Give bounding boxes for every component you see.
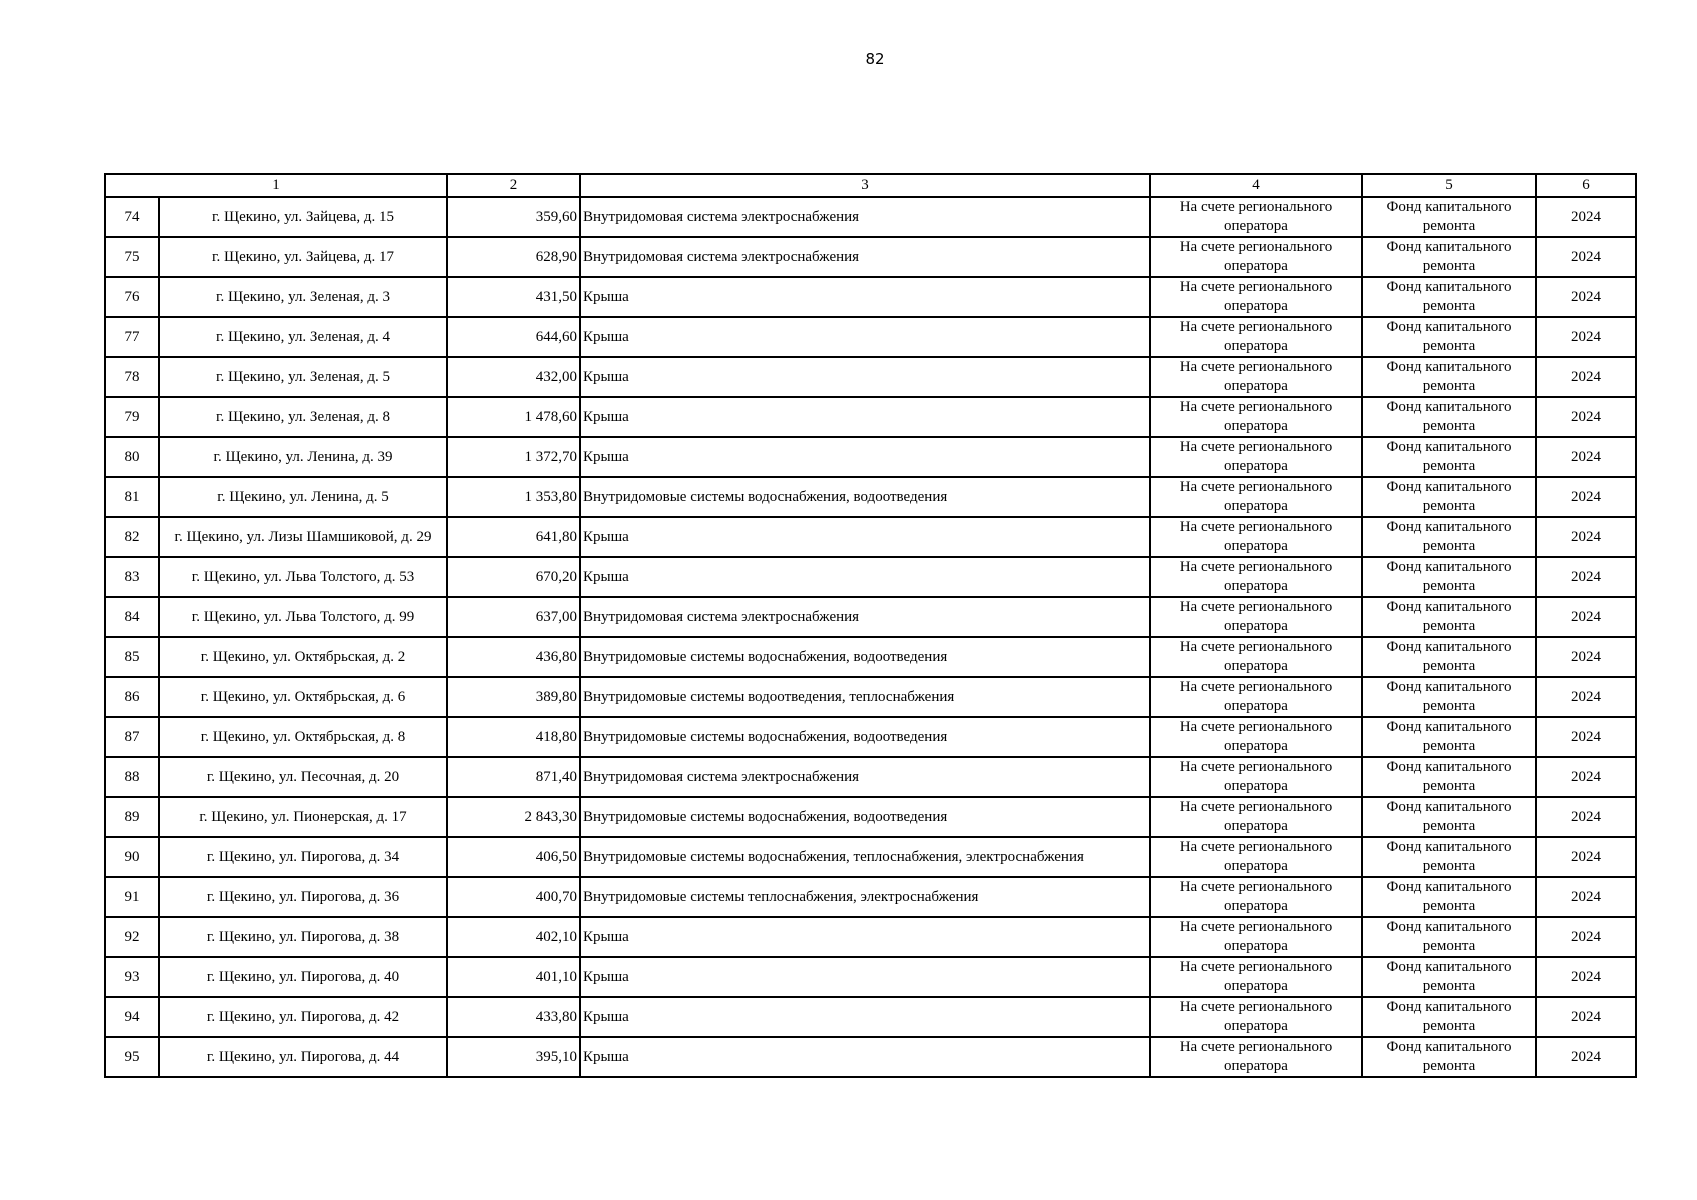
row-funding-source: На счете регионального оператора: [1150, 917, 1362, 957]
row-fund: Фонд капитального ремонта: [1362, 357, 1536, 397]
page-number: 82: [865, 50, 885, 68]
row-funding-source: На счете регионального оператора: [1150, 877, 1362, 917]
row-work-type: Крыша: [580, 917, 1150, 957]
row-funding-source: На счете регионального оператора: [1150, 197, 1362, 237]
row-area: 401,10: [447, 957, 580, 997]
row-address: г. Щекино, ул. Пирогова, д. 40: [159, 957, 447, 997]
row-year: 2024: [1536, 397, 1636, 437]
row-address: г. Щекино, ул. Ленина, д. 5: [159, 477, 447, 517]
row-year: 2024: [1536, 197, 1636, 237]
row-number: 80: [105, 437, 159, 477]
row-address: г. Щекино, ул. Лизы Шамшиковой, д. 29: [159, 517, 447, 557]
row-area: 431,50: [447, 277, 580, 317]
row-funding-source: На счете регионального оператора: [1150, 317, 1362, 357]
row-work-type: Внутридомовые системы водоснабжения, водоотведения: [580, 637, 1150, 677]
table-row: [105, 877, 1636, 917]
row-number: 75: [105, 237, 159, 277]
row-address: г. Щекино, ул. Октябрьская, д. 2: [159, 637, 447, 677]
row-funding-source: На счете регионального оператора: [1150, 677, 1362, 717]
row-year: 2024: [1536, 357, 1636, 397]
row-funding-source: На счете регионального оператора: [1150, 837, 1362, 877]
row-year: 2024: [1536, 437, 1636, 477]
row-area: 871,40: [447, 757, 580, 797]
row-address: г. Щекино, ул. Пирогова, д. 36: [159, 877, 447, 917]
row-number: 89: [105, 797, 159, 837]
row-work-type: Внутридомовая система электроснабжения: [580, 197, 1150, 237]
table-row: [105, 197, 1636, 237]
table-row: [105, 677, 1636, 717]
row-area: 359,60: [447, 197, 580, 237]
row-fund: Фонд капитального ремонта: [1362, 477, 1536, 517]
row-year: 2024: [1536, 277, 1636, 317]
row-funding-source: На счете регионального оператора: [1150, 757, 1362, 797]
row-number: 86: [105, 677, 159, 717]
table-row: [105, 477, 1636, 517]
column-number-row: [105, 174, 1636, 197]
column-number-4: 4: [1150, 174, 1362, 197]
table-row: [105, 557, 1636, 597]
row-address: г. Щекино, ул. Октябрьская, д. 8: [159, 717, 447, 757]
row-fund: Фонд капитального ремонта: [1362, 317, 1536, 357]
row-year: 2024: [1536, 477, 1636, 517]
row-work-type: Внутридомовые системы водоснабжения, водоотведения: [580, 717, 1150, 757]
row-number: 76: [105, 277, 159, 317]
row-number: 92: [105, 917, 159, 957]
row-fund: Фонд капитального ремонта: [1362, 997, 1536, 1037]
row-work-type: Внутридомовая система электроснабжения: [580, 757, 1150, 797]
table-row: [105, 837, 1636, 877]
row-address: г. Щекино, ул. Зайцева, д. 15: [159, 197, 447, 237]
row-fund: Фонд капитального ремонта: [1362, 197, 1536, 237]
row-year: 2024: [1536, 637, 1636, 677]
row-fund: Фонд капитального ремонта: [1362, 517, 1536, 557]
row-fund: Фонд капитального ремонта: [1362, 277, 1536, 317]
table-row: [105, 437, 1636, 477]
table-row: [105, 797, 1636, 837]
table-row: [105, 717, 1636, 757]
row-work-type: Внутридомовая система электроснабжения: [580, 597, 1150, 637]
row-funding-source: На счете регионального оператора: [1150, 957, 1362, 997]
row-fund: Фонд капитального ремонта: [1362, 677, 1536, 717]
column-number-6: 6: [1536, 174, 1636, 197]
row-number: 87: [105, 717, 159, 757]
row-fund: Фонд капитального ремонта: [1362, 837, 1536, 877]
row-funding-source: На счете регионального оператора: [1150, 597, 1362, 637]
row-year: 2024: [1536, 1037, 1636, 1077]
row-year: 2024: [1536, 757, 1636, 797]
table-row: [105, 517, 1636, 557]
row-area: 1 372,70: [447, 437, 580, 477]
row-address: г. Щекино, ул. Зеленая, д. 8: [159, 397, 447, 437]
row-fund: Фонд капитального ремонта: [1362, 637, 1536, 677]
table-row: [105, 237, 1636, 277]
row-fund: Фонд капитального ремонта: [1362, 717, 1536, 757]
column-number-3: 3: [580, 174, 1150, 197]
row-work-type: Крыша: [580, 517, 1150, 557]
row-funding-source: На счете регионального оператора: [1150, 517, 1362, 557]
table-row: [105, 957, 1636, 997]
row-funding-source: На счете регионального оператора: [1150, 797, 1362, 837]
table-row: [105, 997, 1636, 1037]
table-row: [105, 1037, 1636, 1077]
row-work-type: Внутридомовая система электроснабжения: [580, 237, 1150, 277]
row-fund: Фонд капитального ремонта: [1362, 437, 1536, 477]
row-fund: Фонд капитального ремонта: [1362, 237, 1536, 277]
row-year: 2024: [1536, 917, 1636, 957]
row-work-type: Крыша: [580, 397, 1150, 437]
row-work-type: Крыша: [580, 437, 1150, 477]
table-row: [105, 277, 1636, 317]
table-row: [105, 397, 1636, 437]
row-address: г. Щекино, ул. Зеленая, д. 3: [159, 277, 447, 317]
row-area: 436,80: [447, 637, 580, 677]
row-work-type: Крыша: [580, 357, 1150, 397]
row-work-type: Крыша: [580, 1037, 1150, 1077]
row-area: 644,60: [447, 317, 580, 357]
row-fund: Фонд капитального ремонта: [1362, 797, 1536, 837]
row-year: 2024: [1536, 237, 1636, 277]
row-area: 395,10: [447, 1037, 580, 1077]
row-area: 670,20: [447, 557, 580, 597]
row-work-type: Внутридомовые системы водоснабжения, водоотведения: [580, 797, 1150, 837]
row-area: 432,00: [447, 357, 580, 397]
table-row: [105, 637, 1636, 677]
row-year: 2024: [1536, 877, 1636, 917]
row-fund: Фонд капитального ремонта: [1362, 397, 1536, 437]
row-work-type: Внутридомовые системы водоснабжения, водоотведения: [580, 477, 1150, 517]
row-number: 94: [105, 997, 159, 1037]
row-number: 93: [105, 957, 159, 997]
row-address: г. Щекино, ул. Зеленая, д. 5: [159, 357, 447, 397]
row-fund: Фонд капитального ремонта: [1362, 557, 1536, 597]
row-funding-source: На счете регионального оператора: [1150, 477, 1362, 517]
row-funding-source: На счете регионального оператора: [1150, 637, 1362, 677]
column-number-2: 2: [447, 174, 580, 197]
row-area: 418,80: [447, 717, 580, 757]
row-year: 2024: [1536, 997, 1636, 1037]
row-funding-source: На счете регионального оператора: [1150, 1037, 1362, 1077]
row-funding-source: На счете регионального оператора: [1150, 397, 1362, 437]
row-area: 628,90: [447, 237, 580, 277]
row-number: 79: [105, 397, 159, 437]
row-area: 402,10: [447, 917, 580, 957]
row-area: 1 353,80: [447, 477, 580, 517]
row-fund: Фонд капитального ремонта: [1362, 1037, 1536, 1077]
capital-repair-table: [104, 173, 1637, 1078]
row-number: 74: [105, 197, 159, 237]
row-year: 2024: [1536, 517, 1636, 557]
row-work-type: Внутридомовые системы теплоснабжения, электроснабжения: [580, 877, 1150, 917]
row-address: г. Щекино, ул. Зеленая, д. 4: [159, 317, 447, 357]
row-area: 406,50: [447, 837, 580, 877]
row-area: 400,70: [447, 877, 580, 917]
row-fund: Фонд капитального ремонта: [1362, 757, 1536, 797]
row-work-type: Крыша: [580, 557, 1150, 597]
row-funding-source: На счете регионального оператора: [1150, 717, 1362, 757]
table-row: [105, 317, 1636, 357]
column-number-5: 5: [1362, 174, 1536, 197]
row-address: г. Щекино, ул. Льва Толстого, д. 99: [159, 597, 447, 637]
row-work-type: Внутридомовые системы водоснабжения, теплоснабжения, электроснабжения: [580, 837, 1150, 877]
row-year: 2024: [1536, 677, 1636, 717]
row-address: г. Щекино, ул. Пионерская, д. 17: [159, 797, 447, 837]
row-number: 95: [105, 1037, 159, 1077]
column-number-1: 1: [105, 174, 447, 197]
row-address: г. Щекино, ул. Пирогова, д. 44: [159, 1037, 447, 1077]
row-address: г. Щекино, ул. Пирогова, д. 38: [159, 917, 447, 957]
row-address: г. Щекино, ул. Льва Толстого, д. 53: [159, 557, 447, 597]
row-address: г. Щекино, ул. Октябрьская, д. 6: [159, 677, 447, 717]
table-body: [105, 197, 1636, 1077]
table-row: [105, 357, 1636, 397]
row-area: 2 843,30: [447, 797, 580, 837]
row-fund: Фонд капитального ремонта: [1362, 957, 1536, 997]
row-year: 2024: [1536, 597, 1636, 637]
table-row: [105, 597, 1636, 637]
row-number: 77: [105, 317, 159, 357]
row-year: 2024: [1536, 557, 1636, 597]
row-fund: Фонд капитального ремонта: [1362, 917, 1536, 957]
row-area: 641,80: [447, 517, 580, 557]
row-funding-source: На счете регионального оператора: [1150, 437, 1362, 477]
row-funding-source: На счете регионального оператора: [1150, 237, 1362, 277]
row-address: г. Щекино, ул. Пирогова, д. 42: [159, 997, 447, 1037]
row-number: 85: [105, 637, 159, 677]
table-row: [105, 757, 1636, 797]
row-number: 90: [105, 837, 159, 877]
row-number: 78: [105, 357, 159, 397]
row-area: 637,00: [447, 597, 580, 637]
row-year: 2024: [1536, 797, 1636, 837]
row-funding-source: На счете регионального оператора: [1150, 997, 1362, 1037]
row-work-type: Крыша: [580, 997, 1150, 1037]
row-area: 433,80: [447, 997, 580, 1037]
row-fund: Фонд капитального ремонта: [1362, 877, 1536, 917]
row-year: 2024: [1536, 317, 1636, 357]
row-address: г. Щекино, ул. Песочная, д. 20: [159, 757, 447, 797]
row-address: г. Щекино, ул. Ленина, д. 39: [159, 437, 447, 477]
row-work-type: Крыша: [580, 957, 1150, 997]
row-year: 2024: [1536, 957, 1636, 997]
table-row: [105, 917, 1636, 957]
row-work-type: Крыша: [580, 317, 1150, 357]
row-number: 88: [105, 757, 159, 797]
row-number: 82: [105, 517, 159, 557]
row-year: 2024: [1536, 837, 1636, 877]
row-funding-source: На счете регионального оператора: [1150, 357, 1362, 397]
row-year: 2024: [1536, 717, 1636, 757]
row-work-type: Внутридомовые системы водоотведения, теплоснабжения: [580, 677, 1150, 717]
row-address: г. Щекино, ул. Пирогова, д. 34: [159, 837, 447, 877]
row-funding-source: На счете регионального оператора: [1150, 277, 1362, 317]
row-fund: Фонд капитального ремонта: [1362, 597, 1536, 637]
row-funding-source: На счете регионального оператора: [1150, 557, 1362, 597]
row-area: 389,80: [447, 677, 580, 717]
row-number: 84: [105, 597, 159, 637]
row-address: г. Щекино, ул. Зайцева, д. 17: [159, 237, 447, 277]
row-number: 83: [105, 557, 159, 597]
row-area: 1 478,60: [447, 397, 580, 437]
row-work-type: Крыша: [580, 277, 1150, 317]
row-number: 81: [105, 477, 159, 517]
row-number: 91: [105, 877, 159, 917]
